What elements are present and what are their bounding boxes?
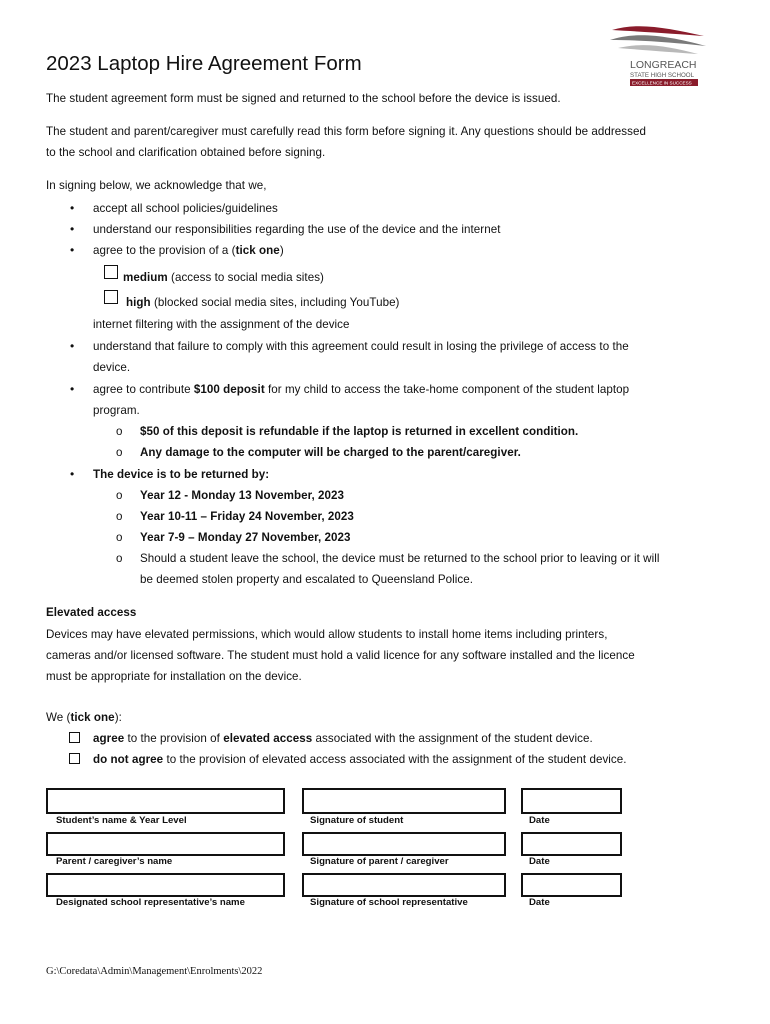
bullet-deposit-line1: agree to contribute $100 deposit for my child to access the take-home component of the student laptop xyxy=(93,383,630,396)
student-date-label: Date xyxy=(529,815,550,826)
elevated-line2: cameras and/or licensed software. The student must hold a valid licence for any software installed and the licence xyxy=(46,649,635,662)
elevated-line1: Devices may have elevated permissions, which would allow students to install home items including printers, xyxy=(46,628,608,641)
bullet-accept-policies: accept all school policies/guidelines xyxy=(93,202,278,215)
student-signature-label: Signature of student xyxy=(310,815,404,826)
bullet-marker: • xyxy=(70,467,75,481)
representative-date-field[interactable] xyxy=(521,873,622,897)
bullet-responsibilities: understand our responsibilities regarding the use of the device and the internet xyxy=(93,223,501,236)
checkbox-agree-elevated[interactable] xyxy=(69,732,80,743)
return-year10-11: Year 10-11 – Friday 24 November, 2023 xyxy=(140,510,354,523)
representative-name-label: Designated school representative’s name xyxy=(56,897,245,908)
bullet-deposit-line2: program. xyxy=(93,404,140,417)
checkbox-medium[interactable] xyxy=(104,265,118,279)
student-date-field[interactable] xyxy=(521,788,622,814)
logo-line3: EXCELLENCE IN SUCCESS xyxy=(632,80,692,86)
logo-line2: STATE HIGH SCHOOL xyxy=(630,72,695,79)
parent-date-field[interactable] xyxy=(521,832,622,856)
parent-signature-label: Signature of parent / caregiver xyxy=(310,856,449,867)
intro-paragraph-2-line1: The student and parent/caregiver must carefully read this form before signing it. Any questions should be addressed xyxy=(46,125,646,138)
parent-date-label: Date xyxy=(529,856,550,867)
return-year7-9: Year 7-9 – Monday 27 November, 2023 xyxy=(140,531,351,544)
intro-paragraph-2-line2: to the school and clarification obtained before signing. xyxy=(46,146,326,159)
return-year12: Year 12 - Monday 13 November, 2023 xyxy=(140,489,345,502)
checkbox-high[interactable] xyxy=(104,290,118,304)
bullet-marker: • xyxy=(70,222,75,236)
bullet-failure-line1: understand that failure to comply with this agreement could result in losing the privilege of access to the xyxy=(93,340,629,353)
sub-bullet-marker: o xyxy=(116,510,123,523)
logo-line1: LONGREACH xyxy=(630,59,697,71)
representative-date-label: Date xyxy=(529,897,550,908)
parent-name-field[interactable] xyxy=(46,832,285,856)
sub-bullet-marker: o xyxy=(116,425,123,438)
agree-elevated-label: agree to the provision of elevated access associated with the assignment of the student device. xyxy=(93,732,593,745)
return-leave-line2: be deemed stolen property and escalated to Queensland Police. xyxy=(140,573,474,586)
sub-bullet-marker: o xyxy=(116,552,123,565)
student-name-field[interactable] xyxy=(46,788,285,814)
school-logo xyxy=(608,24,708,94)
school-logo-graphic xyxy=(608,24,708,94)
elevated-heading: Elevated access xyxy=(46,606,137,619)
bullet-failure-line2: device. xyxy=(93,361,131,374)
representative-signature-label: Signature of school representative xyxy=(310,897,468,908)
bullet-marker: • xyxy=(70,201,75,215)
page-title: 2023 Laptop Hire Agreement Form xyxy=(46,52,362,75)
bullet-provision: agree to the provision of a (tick one) xyxy=(93,244,284,257)
return-leave-line1: Should a student leave the school, the device must be returned to the school prior to leaving or it will xyxy=(140,552,660,565)
bullet-return-heading: The device is to be returned by: xyxy=(93,468,270,481)
sub-refundable: $50 of this deposit is refundable if the laptop is returned in excellent condition. xyxy=(140,425,579,438)
option-high-label: high (blocked social media sites, including YouTube) xyxy=(126,296,400,309)
not-agree-elevated-label: do not agree to the provision of elevated access associated with the assignment of the student device. xyxy=(93,753,627,766)
sub-bullet-marker: o xyxy=(116,489,123,502)
sub-damage: Any damage to the computer will be charged to the parent/caregiver. xyxy=(140,446,521,459)
parent-signature-field[interactable] xyxy=(302,832,506,856)
checkbox-not-agree-elevated[interactable] xyxy=(69,753,80,764)
bullet-marker: • xyxy=(70,382,75,396)
sub-bullet-marker: o xyxy=(116,531,123,544)
representative-signature-field[interactable] xyxy=(302,873,506,897)
bullet-marker: • xyxy=(70,339,75,353)
intro-paragraph-3: In signing below, we acknowledge that we, xyxy=(46,179,267,192)
student-name-label: Student’s name & Year Level xyxy=(56,815,187,826)
student-signature-field[interactable] xyxy=(302,788,506,814)
footer-file-path: G:\Coredata\Admin\Management\Enrolments\2022 xyxy=(46,966,263,977)
representative-name-field[interactable] xyxy=(46,873,285,897)
elevated-line3: must be appropriate for installation on the device. xyxy=(46,670,302,683)
option-medium-label: medium (access to social media sites) xyxy=(123,271,324,284)
sub-bullet-marker: o xyxy=(116,446,123,459)
we-tick-one: We (tick one): xyxy=(46,711,122,724)
intro-paragraph-1: The student agreement form must be signed and returned to the school before the device is issued. xyxy=(46,92,561,105)
parent-name-label: Parent / caregiver’s name xyxy=(56,856,173,867)
filtering-text: internet filtering with the assignment of the device xyxy=(93,318,350,331)
bullet-marker: • xyxy=(70,243,75,257)
